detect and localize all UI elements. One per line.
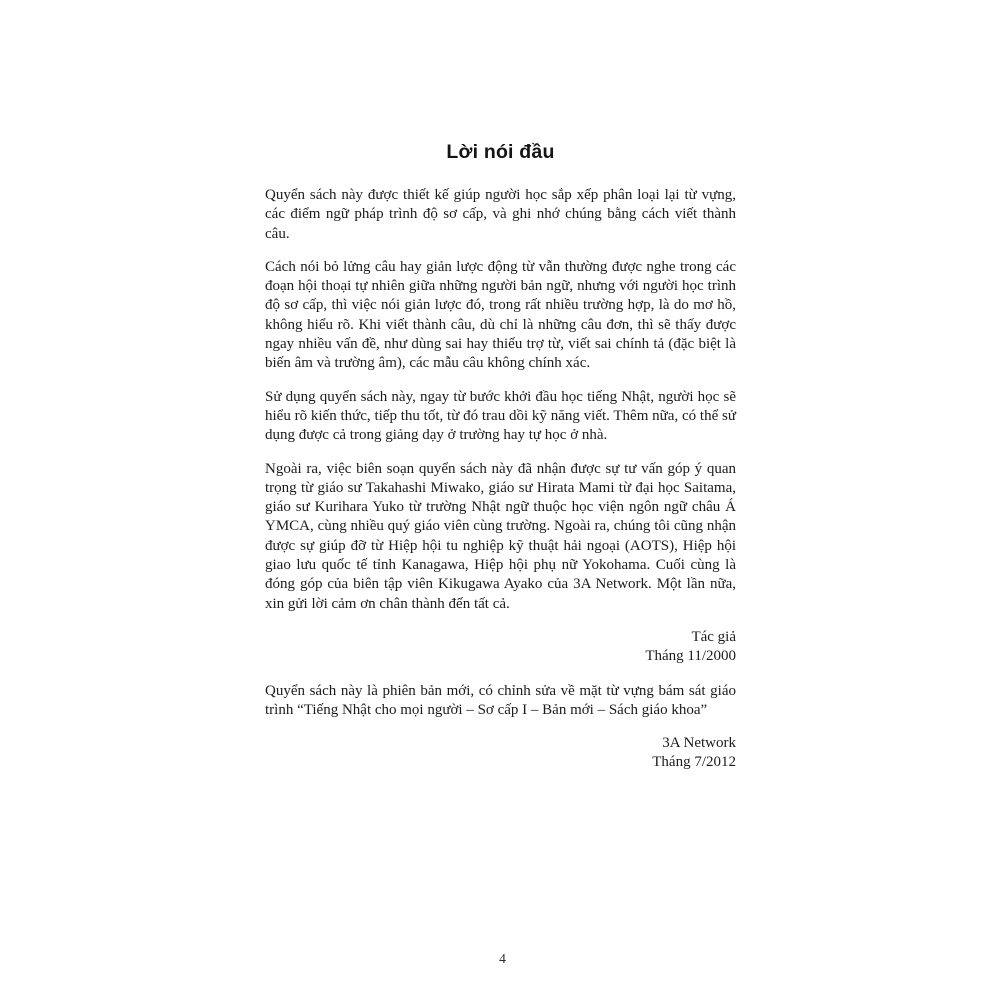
paragraph-problem: Cách nói bỏ lửng câu hay giản lược động từ vẫn thường được nghe trong các đoạn hội thoại tự nhiên giữa những người bản ngữ, nhưng với người học trình độ sơ cấp, thì việc nói giản lược đó, trong rất nhiều trường hợp, là do mơ hồ, không hiểu rõ. Khi viết thành câu, dù chỉ là những câu đơn, thì sẽ thấy được ngay nhiều vấn đề, như dùng sai hay thiếu trợ từ, viết sai chính tả (đặc biệt là biến âm và trường âm), các mẫu câu không chính xác. — [265, 258, 736, 372]
page-title: Lời nói đầu — [446, 141, 555, 163]
paragraph-acknowledgements: Ngoài ra, việc biên soạn quyển sách này đã nhận được sự tư vấn góp ý quan trọng từ giáo sư Takahashi Miwako, giáo sư Hirata Mami từ đại học Saitama, giáo sư Kurihara Yuko từ trường Nhật ngữ thuộc học viện ngôn ngữ châu Á YMCA, cùng nhiều quý giáo viên cùng trường. Ngoài ra, chúng tôi cũng nhận được sự giúp đỡ từ Hiệp hội tu nghiệp kỹ thuật hải ngoại (AOTS), Hiệp hội giao lưu quốc tế tỉnh Kanagawa, Hiệp hội phụ nữ Yokohama. Cuối cùng là đóng góp của biên tập viên Kikugawa Ayako của 3A Network. Một lần nữa, xin gửi lời cảm ơn chân thành đến tất cả. — [265, 460, 736, 612]
signature-date: Tháng 7/2012 — [652, 754, 736, 771]
signature-block-publisher — [265, 734, 736, 773]
signature-block-author — [265, 628, 736, 667]
paragraph-benefit: Sử dụng quyển sách này, ngay từ bước khởi đầu học tiếng Nhật, người học sẽ hiểu rõ kiến thức, tiếp thu tốt, từ đó trau dồi kỹ năng viết. Thêm nữa, có thể sử dụng được cả trong giảng dạy ở trường hay tự học ở nhà. — [265, 388, 736, 444]
paragraph-intro: Quyển sách này được thiết kế giúp người học sắp xếp phân loại lại từ vựng, các điểm ngữ pháp trình độ sơ cấp, và ghi nhớ chúng bằng cách viết thành câu. — [265, 187, 736, 242]
page-number: 4 — [499, 951, 506, 966]
page-content — [265, 141, 736, 788]
signature-publisher: 3A Network — [662, 735, 736, 752]
paragraph-new-edition-note: Quyển sách này là phiên bản mới, có chỉnh sửa về mặt từ vựng bám sát giáo trình “Tiếng Nhật cho mọi người – Sơ cấp I – Bản mới – Sách giáo khoa” — [265, 682, 736, 718]
signature-date: Tháng 11/2000 — [645, 648, 736, 665]
signature-author: Tác giả — [691, 628, 736, 645]
